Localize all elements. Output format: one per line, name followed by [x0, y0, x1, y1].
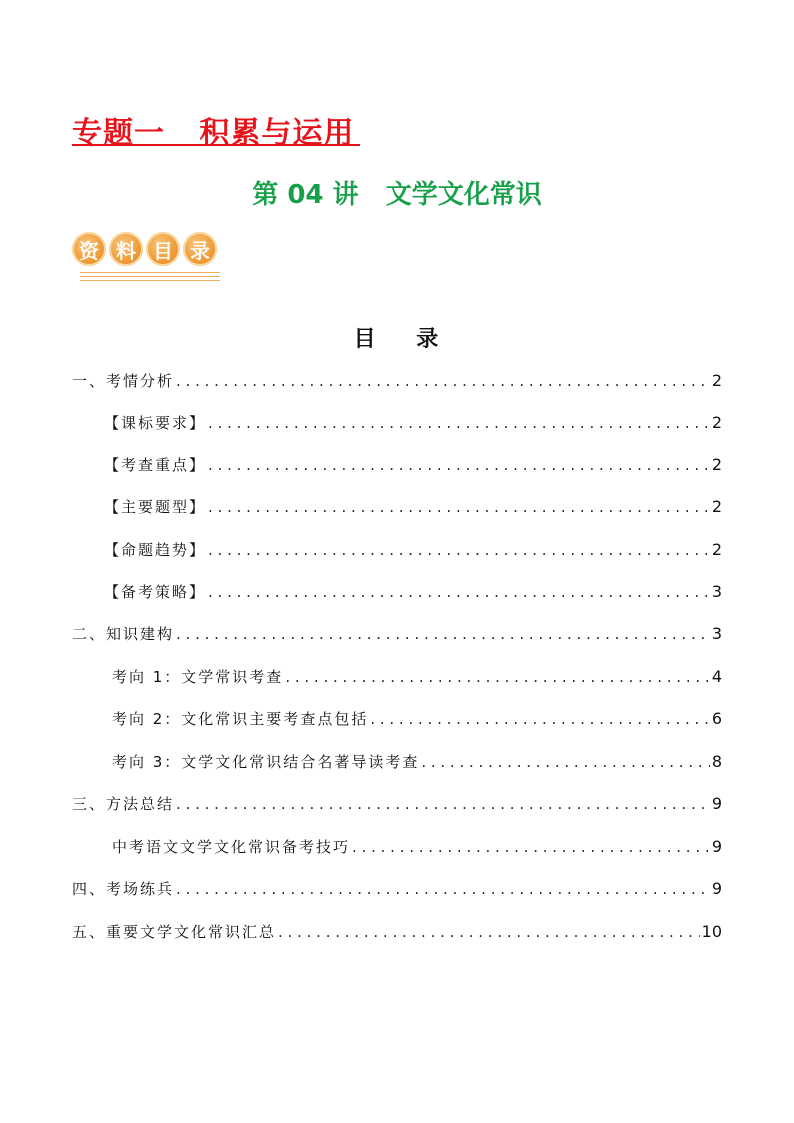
- toc-entry-label: 三、方法总结: [72, 795, 175, 813]
- toc-entry-label: 考向 1：文学常识考查: [112, 668, 284, 686]
- toc-entry-label: 【备考策略】: [104, 583, 207, 601]
- toc-leader: [352, 836, 710, 858]
- toc-entry[interactable]: [112, 666, 722, 688]
- toc-entry[interactable]: [72, 921, 722, 943]
- toc-leader: [208, 412, 710, 434]
- toc-entry-label: 【命题趋势】: [104, 541, 207, 559]
- toc-entry-page: 2: [711, 497, 722, 516]
- toc-leader: [421, 751, 709, 773]
- toc-entry-page: 2: [711, 455, 722, 474]
- contents-badge: [72, 232, 217, 266]
- toc-entry[interactable]: [72, 623, 722, 645]
- toc-leader: [285, 666, 710, 688]
- badge-char: 料: [109, 232, 143, 266]
- toc-entry-label: 二、知识建构: [72, 625, 175, 643]
- toc-entry[interactable]: [112, 708, 722, 730]
- toc-entry-label: 五、重要文学文化常识汇总: [72, 923, 277, 941]
- badge-char: 目: [146, 232, 180, 266]
- toc-entry-page: 9: [711, 794, 722, 813]
- badge-decoration-lines: [80, 272, 220, 284]
- topic-title: 专题一 积累与运用: [72, 116, 355, 151]
- toc-entry-page: 4: [711, 667, 722, 686]
- lecture-title: 第 04 讲 文学文化常识: [252, 180, 542, 210]
- toc-entry-page: 2: [711, 540, 722, 559]
- toc-leader: [176, 370, 710, 392]
- toc-entry-page: 8: [711, 752, 722, 771]
- toc-entry-page: 10: [701, 922, 722, 941]
- badge-char: 资: [72, 232, 106, 266]
- toc-entry-page: 2: [711, 371, 722, 390]
- badge-char: 录: [183, 232, 217, 266]
- toc-entry[interactable]: [112, 836, 722, 858]
- toc-entry-page: 9: [711, 837, 722, 856]
- toc-entry[interactable]: [104, 539, 722, 561]
- toc-entry-label: 【课标要求】: [104, 414, 207, 432]
- toc-leader: [370, 708, 709, 730]
- toc-entry-page: 3: [711, 624, 722, 643]
- toc-entry[interactable]: [72, 793, 722, 815]
- topic-title-underline: [72, 144, 360, 146]
- toc-entry[interactable]: [104, 581, 722, 603]
- toc-entry-label: 考向 3：文学文化常识结合名著导读考查: [112, 753, 420, 771]
- toc-leader: [176, 878, 710, 900]
- toc-entry-label: 【考查重点】: [104, 456, 207, 474]
- toc-leader: [176, 623, 710, 645]
- toc-entry[interactable]: [104, 496, 722, 518]
- toc-entry[interactable]: [112, 751, 722, 773]
- toc-entry-label: 【主要题型】: [104, 498, 207, 516]
- toc-entry[interactable]: [104, 412, 722, 434]
- toc-entry-page: 2: [711, 413, 722, 432]
- toc-heading: 目 录: [353, 327, 441, 352]
- toc-leader: [208, 539, 710, 561]
- toc-entry-page: 6: [711, 709, 722, 728]
- toc-entry-label: 一、考情分析: [72, 372, 175, 390]
- toc-leader: [176, 793, 710, 815]
- toc-leader: [278, 921, 700, 943]
- toc-entry-label: 考向 2：文化常识主要考查点包括: [112, 710, 369, 728]
- toc-entry-label: 四、考场练兵: [72, 880, 175, 898]
- toc-entry-label: 中考语文文学文化常识备考技巧: [112, 838, 351, 856]
- toc-leader: [208, 454, 710, 476]
- toc-leader: [208, 581, 710, 603]
- toc-entry[interactable]: [72, 878, 722, 900]
- toc-entry[interactable]: [104, 454, 722, 476]
- toc-entry-page: 9: [711, 879, 722, 898]
- toc-entry-page: 3: [711, 582, 722, 601]
- toc-entry[interactable]: [72, 370, 722, 392]
- toc-leader: [208, 496, 710, 518]
